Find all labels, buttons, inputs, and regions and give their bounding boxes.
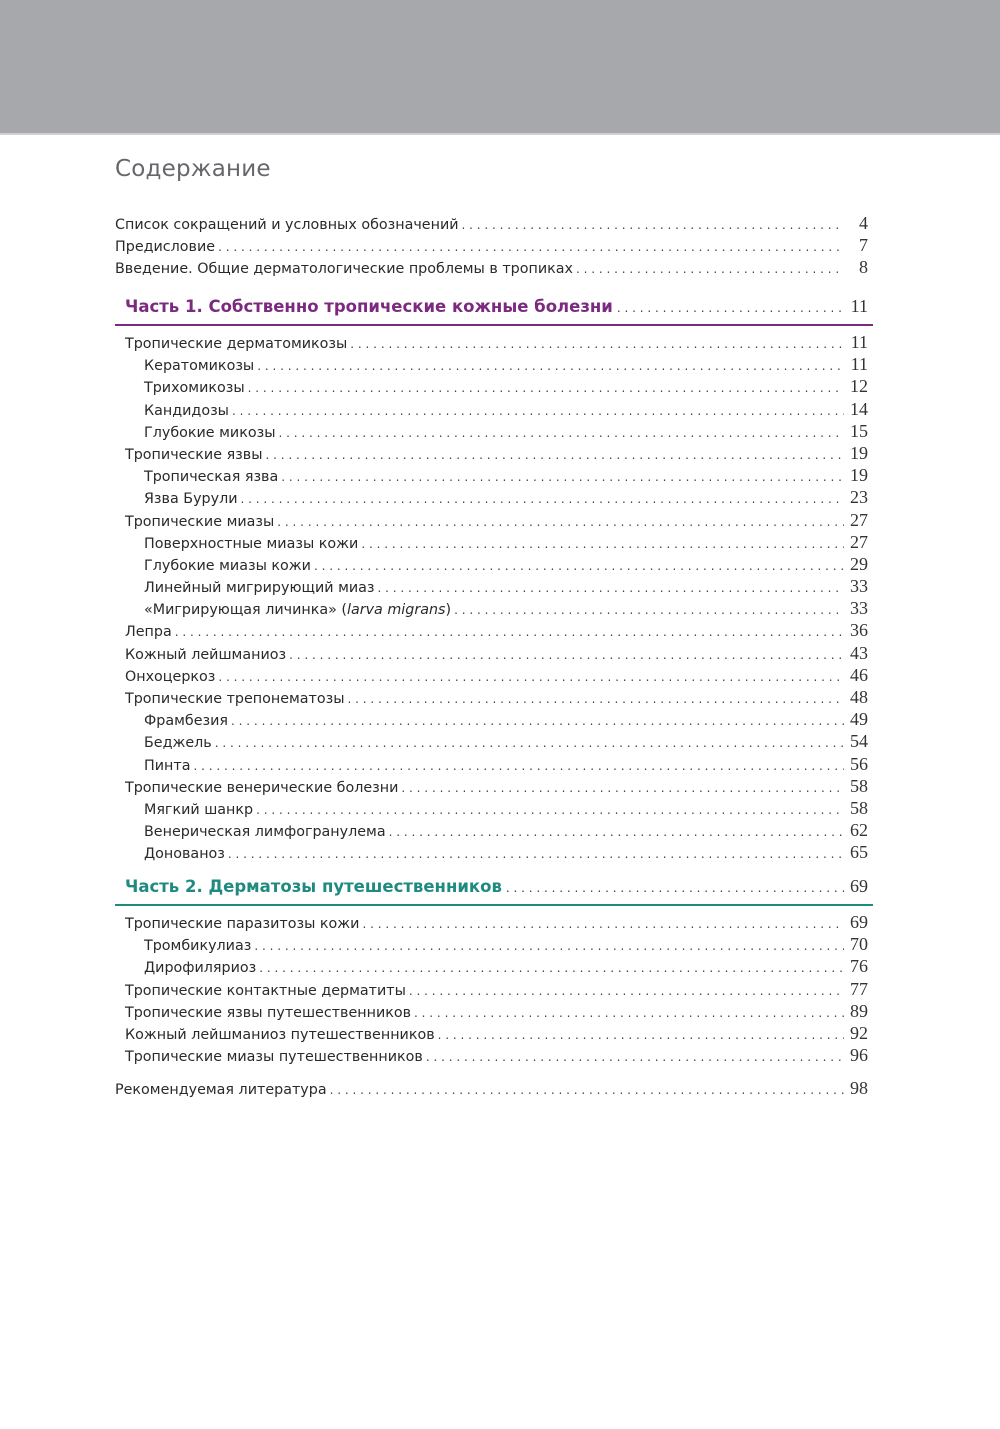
- toc-entry-label: Введение. Общие дерматологические проблемы в тропиках: [115, 261, 576, 277]
- toc-entry-label: Тропическая язва: [144, 469, 281, 485]
- toc-entry-label: Пинта: [144, 758, 193, 774]
- toc-entry-page: 70: [850, 934, 868, 955]
- toc-entry-label: Тропические венерические болезни: [125, 780, 401, 796]
- toc-entry-page: 77: [850, 978, 868, 999]
- toc-entry-page: 92: [850, 1022, 868, 1043]
- back-matter-list: [115, 1078, 868, 1100]
- toc-entry[interactable]: [115, 934, 868, 956]
- toc-entry-label: Дирофиляриоз: [144, 960, 259, 976]
- toc-entry-label: Поверхностные миазы кожи: [144, 536, 361, 552]
- leader-dots: [409, 984, 844, 998]
- toc-entry-label: Предисловие: [115, 239, 218, 255]
- leader-dots: [241, 492, 844, 506]
- toc-entry[interactable]: [115, 665, 868, 687]
- toc-entry-label: Линейный мигрирующий миаз: [144, 580, 378, 596]
- leader-dots: [576, 262, 844, 276]
- label-text: «Мигрирующая личинка» (: [144, 602, 347, 619]
- toc-entry[interactable]: [115, 842, 868, 864]
- toc-entry-label: Глубокие микозы: [144, 425, 279, 441]
- toc-entry[interactable]: [115, 354, 868, 376]
- leader-dots: [401, 781, 844, 795]
- toc-entry[interactable]: [115, 798, 868, 820]
- toc-entry-label: Мягкий шанкр: [144, 802, 256, 818]
- toc-entry[interactable]: [115, 399, 868, 421]
- page-title: Содержание: [115, 156, 271, 182]
- toc-entry-page: 27: [850, 531, 868, 552]
- toc-entry-page: 33: [850, 598, 868, 619]
- toc-entry[interactable]: [115, 643, 868, 665]
- toc-entry-page: 11: [850, 332, 868, 352]
- toc-entry[interactable]: [115, 912, 868, 934]
- leader-dots: [506, 881, 844, 895]
- toc-entry-label: Тропические паразитозы кожи: [125, 916, 362, 932]
- leader-dots: [265, 448, 844, 462]
- toc-entry-page: 89: [850, 1000, 868, 1021]
- toc-entry-page: 36: [850, 620, 868, 641]
- toc-entry[interactable]: [115, 257, 868, 279]
- toc-entry-page: 12: [850, 376, 868, 397]
- leader-dots: [389, 825, 844, 839]
- leader-dots: [330, 1083, 844, 1097]
- leader-dots: [281, 470, 844, 484]
- leader-dots: [617, 301, 845, 315]
- toc-entry-label: Тропические язвы: [125, 447, 265, 463]
- toc-entry-page: 27: [850, 509, 868, 530]
- toc-entry-label: Глубокие миазы кожи: [144, 558, 314, 574]
- toc-entry-page: 58: [850, 775, 868, 796]
- toc-entry-label: Тропические язвы путешественников: [125, 1005, 414, 1021]
- leader-dots: [228, 847, 844, 861]
- leader-dots: [232, 404, 844, 418]
- toc-entry-label: Беджель: [144, 735, 215, 751]
- toc-entry[interactable]: [115, 709, 868, 731]
- leader-dots: [279, 426, 845, 440]
- toc-entry-page: 69: [850, 912, 868, 932]
- part-1-entries: [115, 332, 868, 865]
- toc-entry-page: 58: [850, 797, 868, 818]
- toc-entry-page: 23: [850, 487, 868, 508]
- toc-entry-page: 96: [850, 1045, 868, 1066]
- label-tail: ): [445, 602, 452, 619]
- leader-dots: [426, 1050, 844, 1064]
- label-italic: larva migrans: [346, 602, 446, 619]
- toc-entry[interactable]: [115, 620, 868, 642]
- toc-entry-page: 65: [850, 842, 868, 863]
- toc-entry-label: Тропические дерматомикозы: [125, 336, 350, 352]
- toc-entry-label: Тропические трепонематозы: [125, 691, 348, 707]
- toc-entry-label: Рекомендуемая литература: [115, 1082, 330, 1098]
- toc-entry-label: Кожный лейшманиоз: [125, 647, 289, 663]
- leader-dots: [248, 381, 844, 395]
- toc-entry[interactable]: [115, 465, 868, 487]
- toc-entry[interactable]: [115, 376, 868, 398]
- toc-entry-label: Кожный лейшманиоз путешественников: [125, 1027, 438, 1043]
- toc-entry[interactable]: [115, 1078, 868, 1100]
- leader-dots: [218, 670, 844, 684]
- toc-entry-label: [144, 602, 454, 618]
- toc-entry[interactable]: [115, 1045, 868, 1067]
- toc-entry-page: 76: [850, 956, 868, 977]
- toc-entry-label: Кератомикозы: [144, 358, 257, 374]
- toc-entry[interactable]: [115, 598, 868, 620]
- toc-entry-label: Тромбикулиаз: [144, 938, 254, 954]
- toc-entry-page: 11: [850, 354, 868, 375]
- toc-entry-page: 54: [850, 731, 868, 752]
- toc-entry[interactable]: [115, 731, 868, 753]
- part-page: 11: [850, 296, 868, 316]
- toc-entry[interactable]: [115, 213, 868, 235]
- leader-dots: [378, 581, 844, 595]
- toc-entry-page: 48: [850, 687, 868, 707]
- toc-entry-label: Онхоцеркоз: [125, 669, 218, 685]
- leader-dots: [438, 1028, 844, 1042]
- toc-entry[interactable]: [115, 421, 868, 443]
- leader-dots: [215, 736, 844, 750]
- toc-entry-label: Донованоз: [144, 846, 228, 862]
- toc-entry-page: 4: [859, 213, 868, 233]
- toc-entry[interactable]: [115, 532, 868, 554]
- part-page: 69: [850, 876, 868, 896]
- leader-dots: [175, 625, 844, 639]
- toc-entry[interactable]: [115, 554, 868, 576]
- toc-entry-page: 62: [850, 820, 868, 841]
- leader-dots: [231, 714, 844, 728]
- front-matter-list: [115, 213, 868, 280]
- leader-dots: [350, 337, 844, 351]
- toc-entry-page: 43: [850, 642, 868, 663]
- toc-entry[interactable]: [115, 820, 868, 842]
- leader-dots: [193, 759, 844, 773]
- toc-entry-page: 33: [850, 576, 868, 597]
- toc-entry[interactable]: [115, 776, 868, 798]
- leader-dots: [277, 515, 844, 529]
- toc-entry-label: Тропические миазы: [125, 514, 277, 530]
- toc-entry[interactable]: [115, 1023, 868, 1045]
- toc-entry-label: Язва Бурули: [144, 491, 241, 507]
- toc-entry-label: Тропические миазы путешественников: [125, 1049, 426, 1065]
- toc-entry[interactable]: [115, 487, 868, 509]
- part-label: Часть 2. Дерматозы путешественников: [125, 877, 506, 896]
- leader-dots: [361, 537, 844, 551]
- toc-entry-page: 98: [850, 1078, 868, 1098]
- toc-entry-label: Венерическая лимфогранулема: [144, 824, 389, 840]
- toc-entry-page: 49: [850, 709, 868, 730]
- toc-entry-label: Кандидозы: [144, 403, 232, 419]
- toc-entry-page: 7: [859, 235, 868, 256]
- leader-dots: [254, 939, 844, 953]
- toc-entry-page: 19: [850, 442, 868, 463]
- toc-entry-page: 19: [850, 465, 868, 486]
- toc-entry-page: 46: [850, 664, 868, 685]
- leader-dots: [462, 218, 844, 232]
- toc-entry-label: Лепра: [125, 624, 175, 640]
- toc-entry-page: 8: [859, 257, 868, 278]
- toc-entry[interactable]: [115, 956, 868, 978]
- header-bar: [0, 0, 1000, 135]
- toc-entry[interactable]: [115, 576, 868, 598]
- toc-entry[interactable]: [115, 332, 868, 354]
- toc-entry-page: 29: [850, 553, 868, 574]
- toc-entry[interactable]: [115, 443, 868, 465]
- leader-dots: [454, 603, 844, 617]
- toc-entry-label: Трихомикозы: [144, 380, 248, 396]
- leader-dots: [218, 240, 844, 254]
- leader-dots: [289, 648, 844, 662]
- toc-entry-page: 15: [850, 420, 868, 441]
- toc-entry-label: Список сокращений и условных обозначений: [115, 217, 462, 233]
- part-2-entries: [115, 912, 868, 1067]
- toc-entry-page: 14: [850, 398, 868, 419]
- part-2-heading[interactable]: [115, 876, 873, 906]
- toc-entry[interactable]: [115, 235, 868, 257]
- toc-entry[interactable]: [115, 687, 868, 709]
- part-label: Часть 1. Собственно тропические кожные болезни: [125, 297, 617, 316]
- leader-dots: [362, 917, 844, 931]
- toc-entry-label: Тропические контактные дерматиты: [125, 983, 409, 999]
- toc-entry-page: 56: [850, 753, 868, 774]
- part-1-heading[interactable]: [115, 296, 873, 326]
- toc-entry[interactable]: [115, 1001, 868, 1023]
- toc-entry-label: Фрамбезия: [144, 713, 231, 729]
- leader-dots: [348, 692, 844, 706]
- toc-entry[interactable]: [115, 979, 868, 1001]
- toc-entry[interactable]: [115, 510, 868, 532]
- leader-dots: [314, 559, 844, 573]
- leader-dots: [256, 803, 844, 817]
- leader-dots: [414, 1006, 844, 1020]
- leader-dots: [257, 359, 844, 373]
- leader-dots: [259, 961, 844, 975]
- toc-entry[interactable]: [115, 754, 868, 776]
